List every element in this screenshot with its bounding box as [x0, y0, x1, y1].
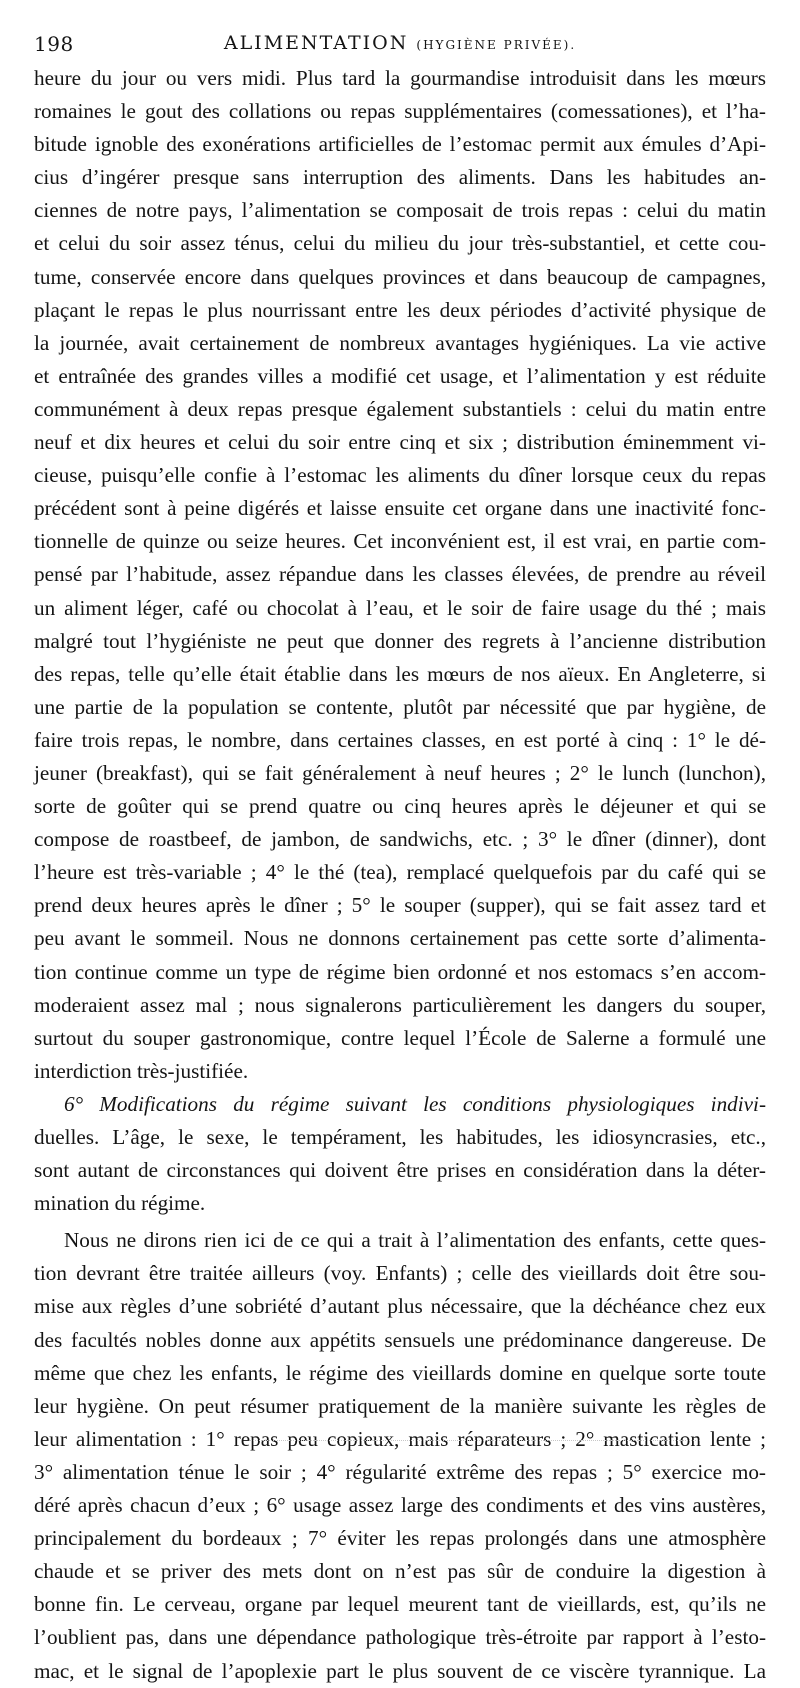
- text-line: l’heure est très-variable ; 4° le thé (tea), remplacé quelquefois par du café qui se: [34, 860, 766, 885]
- text-line: compose de roastbeef, de jambon, de sandwichs, etc. ; 3° le dîner (dinner), dont: [34, 827, 766, 852]
- section-heading-line: 6° Modifications du régime suivant les conditions physiologiques indivi-: [64, 1091, 766, 1116]
- text-line: prend deux heures après le dîner ; 5° le souper (supper), qui se fait assez tard et: [34, 893, 766, 918]
- text-line: sorte de goûter qui se prend quatre ou cinq heures après le déjeuner et qui se: [34, 794, 766, 819]
- running-title-main: ALIMENTATION: [223, 32, 409, 54]
- text-line: romaines le gout des collations ou repas supplémentaires (comessationes), et l’ha-: [34, 99, 766, 124]
- text-line: pensé par l’habitude, assez répandue dans les classes élevées, de prendre au réveil: [34, 562, 766, 587]
- text-line: malgré tout l’hygiéniste ne peut que donner des regrets à l’ancienne distribution: [34, 628, 766, 653]
- text-line: précédent sont à peine digérés et laisse ensuite cet organe dans une inactivité fonc-: [34, 496, 766, 521]
- text-line: leur hygiène. On peut résumer pratiquement de la manière suivante les règles de: [34, 1393, 766, 1418]
- text-line: tion devrant être traitée ailleurs (voy. Enfants) ; celle des vieillards doit être sou-: [34, 1261, 766, 1286]
- text-line: surtout du souper gastronomique, contre lequel l’École de Salerne a formulé une: [34, 1025, 766, 1050]
- text-line: des facultés nobles donne aux appétits sensuels une prédominance dangereuse. De: [34, 1327, 766, 1352]
- text-line: communément à deux repas presque également substantiels : celui du matin entre: [34, 396, 766, 421]
- text-line: tume, conservée encore dans quelques provinces et dans beaucoup de campagnes,: [34, 264, 766, 289]
- text-line: un aliment léger, café ou chocolat à l’eau, et le soir de faire usage du thé ; mais: [34, 595, 766, 620]
- running-header: [34, 32, 766, 66]
- text-line: bonne fin. Le cerveau, organe par lequel meurent tant de vieillards, est, qu’ils ne: [34, 1592, 766, 1617]
- text-line: moderaient assez mal ; nous signalerons particulièrement les dangers du souper,: [34, 992, 766, 1017]
- text-line: tion continue comme un type de régime bien ordonné et nos estomacs s’en accom-: [34, 959, 766, 984]
- text-line: duelles. L’âge, le sexe, le tempérament, les habitudes, les idiosyncrasies, etc.,: [34, 1125, 766, 1149]
- text-line: plaçant le repas le plus nourrissant entre les deux périodes d’activité physique de: [34, 297, 766, 322]
- text-line: peu avant le sommeil. Nous ne donnons certainement pas cette sorte d’alimenta-: [34, 926, 766, 951]
- text-line: tionnelle de quinze ou seize heures. Cet inconvénient est, il est vrai, en partie com-: [34, 529, 766, 554]
- text-line: des repas, telle qu’elle était établie dans les mœurs de nos aïeux. En Angleterre, si: [34, 661, 766, 686]
- text-line: une partie de la population se contente, plutôt par nécessité que par hygiène, de: [34, 694, 766, 719]
- paragraph-first-line: Nous ne dirons rien ici de ce qui a trait à l’alimentation des enfants, cette ques-: [64, 1228, 766, 1253]
- text-line: ciennes de notre pays, l’alimentation se composait de trois repas : celui du matin: [34, 198, 766, 223]
- text-line: sont autant de circonstances qui doivent être prises en considération dans la déter-: [34, 1158, 766, 1183]
- page-body: [34, 62, 766, 1688]
- text-line: principalement du bordeaux ; 7° éviter les repas prolongés dans une atmosphère: [34, 1526, 766, 1551]
- text-line: cius d’ingérer presque sans interruption des aliments. Dans les habitudes an-: [34, 165, 766, 190]
- text-line: chaude et se priver des mets dont on n’est pas sûr de conduire la digestion à: [34, 1559, 766, 1584]
- text-line: faire trois repas, le nombre, dans certaines classes, en est porté à cinq : 1° le dé-: [34, 727, 766, 752]
- running-title-sub: (HYGIÈNE PRIVÉE).: [416, 38, 577, 52]
- text-line: 3° alimentation ténue le soir ; 4° régularité extrême des repas ; 5° exercice mo-: [34, 1459, 766, 1484]
- text-line: et entraînée des grandes villes a modifié cet usage, et l’alimentation y est réduite: [34, 363, 766, 388]
- text-line: et celui du soir assez ténus, celui du milieu du jour très-substantiel, et cette cou-: [34, 231, 766, 256]
- text-line: mise aux règles d’une sobriété d’autant plus nécessaire, que la déchéance chez eux: [34, 1294, 766, 1319]
- text-line: neuf et dix heures et celui du soir entre cinq et six ; distribution éminemment vi-: [34, 430, 766, 455]
- text-line: l’oublient pas, dans une dépendance pathologique très-étroite par rapport à l’esto-: [34, 1625, 766, 1650]
- text-line: déré après chacun d’eux ; 6° usage assez large des condiments et des vins austères,: [34, 1493, 766, 1518]
- text-line: heure du jour ou vers midi. Plus tard la gourmandise introduisit dans les mœurs: [34, 66, 766, 90]
- text-line: jeuner (breakfast), qui se fait généralement à neuf heures ; 2° le lunch (lunchon),: [34, 760, 766, 785]
- text-line: bitude ignoble des exonérations artificielles de l’estomac permit aux émules d’Api-: [34, 132, 766, 157]
- running-title: [34, 32, 766, 54]
- text-line: leur alimentation : 1° repas peu copieux, mais réparateurs ; 2° mastication lente ;: [34, 1426, 766, 1451]
- text-line: mination du régime.: [34, 1191, 206, 1216]
- text-line: interdiction très-justifiée.: [34, 1058, 249, 1083]
- page-number: 198: [34, 32, 74, 56]
- text-line: même que chez les enfants, le régime des vieillards domine en quelque sorte toute: [34, 1360, 766, 1385]
- bleed-through-marks: [250, 1440, 700, 1443]
- text-line: cieuse, puisqu’elle confie à l’estomac les aliments du dîner lorsque ceux du repas: [34, 463, 766, 488]
- text-line: la journée, avait certainement de nombreux avantages hygiéniques. La vie active: [34, 330, 766, 355]
- text-line: mac, et le signal de l’apoplexie part le plus souvent de ce viscère tyrannique. La: [34, 1658, 766, 1683]
